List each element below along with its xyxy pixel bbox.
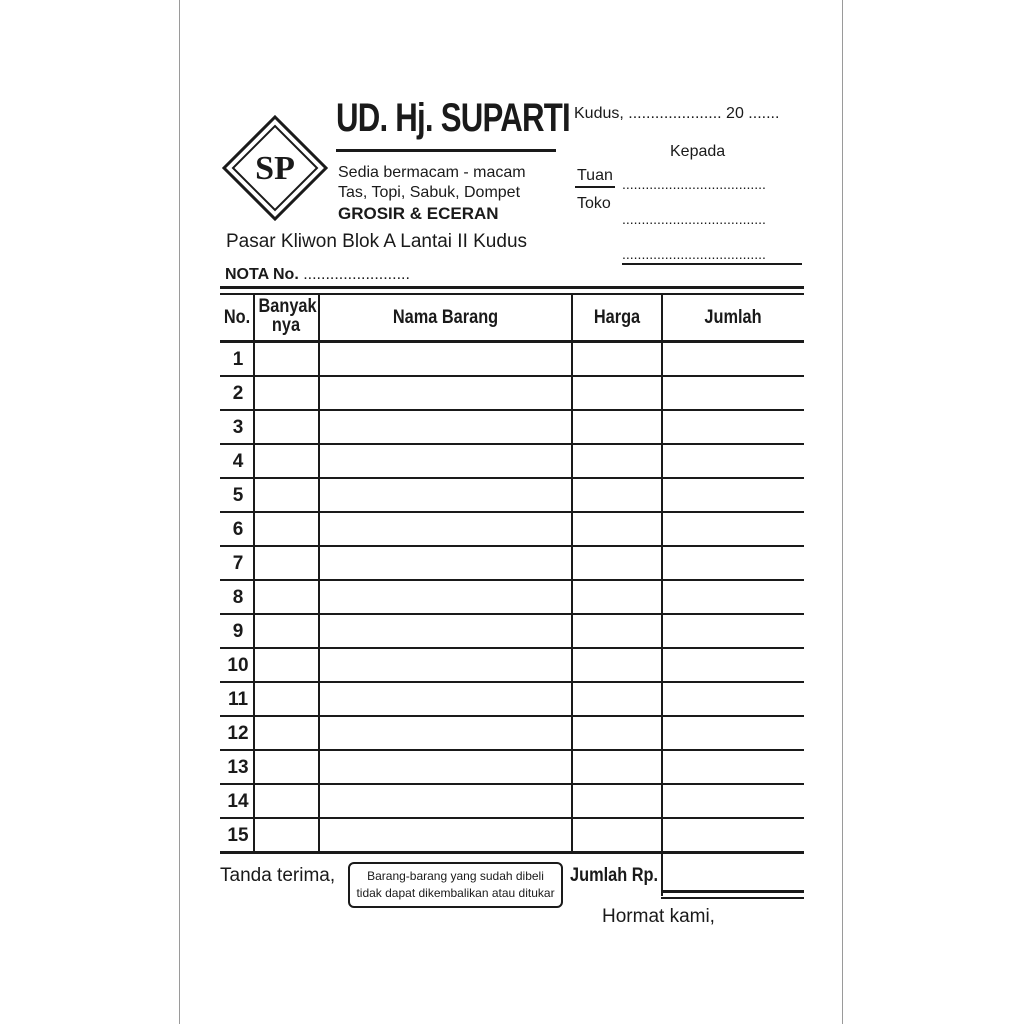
row-number: 6 [232,519,244,540]
header-no: No. [223,307,251,328]
table-row-rule [220,851,804,854]
row-number: 8 [232,587,244,608]
table-row[interactable] [254,683,804,715]
tuan-divider [575,186,615,188]
sp-logo-diamond-icon [222,115,328,221]
nota-dots: ........................ [303,266,410,283]
row-number: 7 [232,553,244,574]
row-number: 11 [227,689,249,710]
nota-label: NOTA No. [225,266,299,283]
tagline-grosir: GROSIR & ECERAN [338,204,499,223]
header-nama-barang: Nama Barang [392,307,499,328]
nota-number-field[interactable] [225,266,410,284]
row-number: 2 [232,383,244,404]
table-row[interactable] [254,445,804,477]
return-policy-notice [348,862,563,908]
toko-label: Toko [577,195,611,212]
row-number: 12 [227,723,249,744]
table-row[interactable] [254,547,804,579]
row-number: 4 [232,451,244,472]
notice-line-2: tidak dapat dikembalikan atau ditukar [356,886,555,900]
row-number: 15 [227,825,249,846]
table-row[interactable] [254,615,804,647]
row-number: 1 [232,349,244,370]
table-top-rule-thin [220,293,804,295]
header-harga: Harga [593,307,641,328]
table-row[interactable] [254,343,804,375]
row-number: 10 [227,655,249,676]
jumlah-rp-label: Jumlah Rp. [570,865,659,886]
row-number: 13 [227,757,249,778]
header-jumlah: Jumlah [704,307,762,328]
tuan-dots[interactable]: ..................................... [622,176,766,192]
table-row[interactable] [254,819,804,851]
address-dots[interactable]: ..................................... [622,246,766,262]
table-row[interactable] [254,751,804,783]
notice-line-1: Barang-barang yang sudah dibeli [367,869,544,883]
tuan-label: Tuan [577,167,613,184]
table-row[interactable] [254,479,804,511]
header-banyak-line2: nya [271,315,301,336]
tanda-terima-label: Tanda terima, [220,865,336,886]
logo-text: SP [255,150,295,187]
store-name: UD. Hj. SUPARTI [336,96,570,140]
total-rule-thick [661,890,804,893]
hormat-kami-label: Hormat kami, [602,906,715,927]
table-row[interactable] [254,785,804,817]
tagline-2: Tas, Topi, Sabuk, Dompet [338,184,521,201]
row-number: 5 [232,485,244,506]
row-number: 14 [227,791,249,812]
table-row[interactable] [254,377,804,409]
store-name-underline [336,149,556,152]
table-row[interactable] [254,581,804,613]
tagline-1: Sedia bermacam - macam [338,164,526,181]
table-top-rule-thick [220,286,804,289]
table-row[interactable] [254,717,804,749]
row-number: 9 [232,621,244,642]
kepada-label: Kepada [670,143,726,160]
store-address: Pasar Kliwon Blok A Lantai II Kudus [226,231,528,252]
total-rule-thin [661,897,804,899]
date-line[interactable]: Kudus, ..................... 20 ....... [574,105,780,122]
table-row[interactable] [254,649,804,681]
table-row[interactable] [254,411,804,443]
toko-dots[interactable]: ..................................... [622,211,766,227]
header-banyak-line1: Banyak [258,296,317,317]
recipient-underline [622,263,802,265]
table-row[interactable] [254,513,804,545]
header-banyaknya [258,296,317,336]
row-number: 3 [232,417,244,438]
